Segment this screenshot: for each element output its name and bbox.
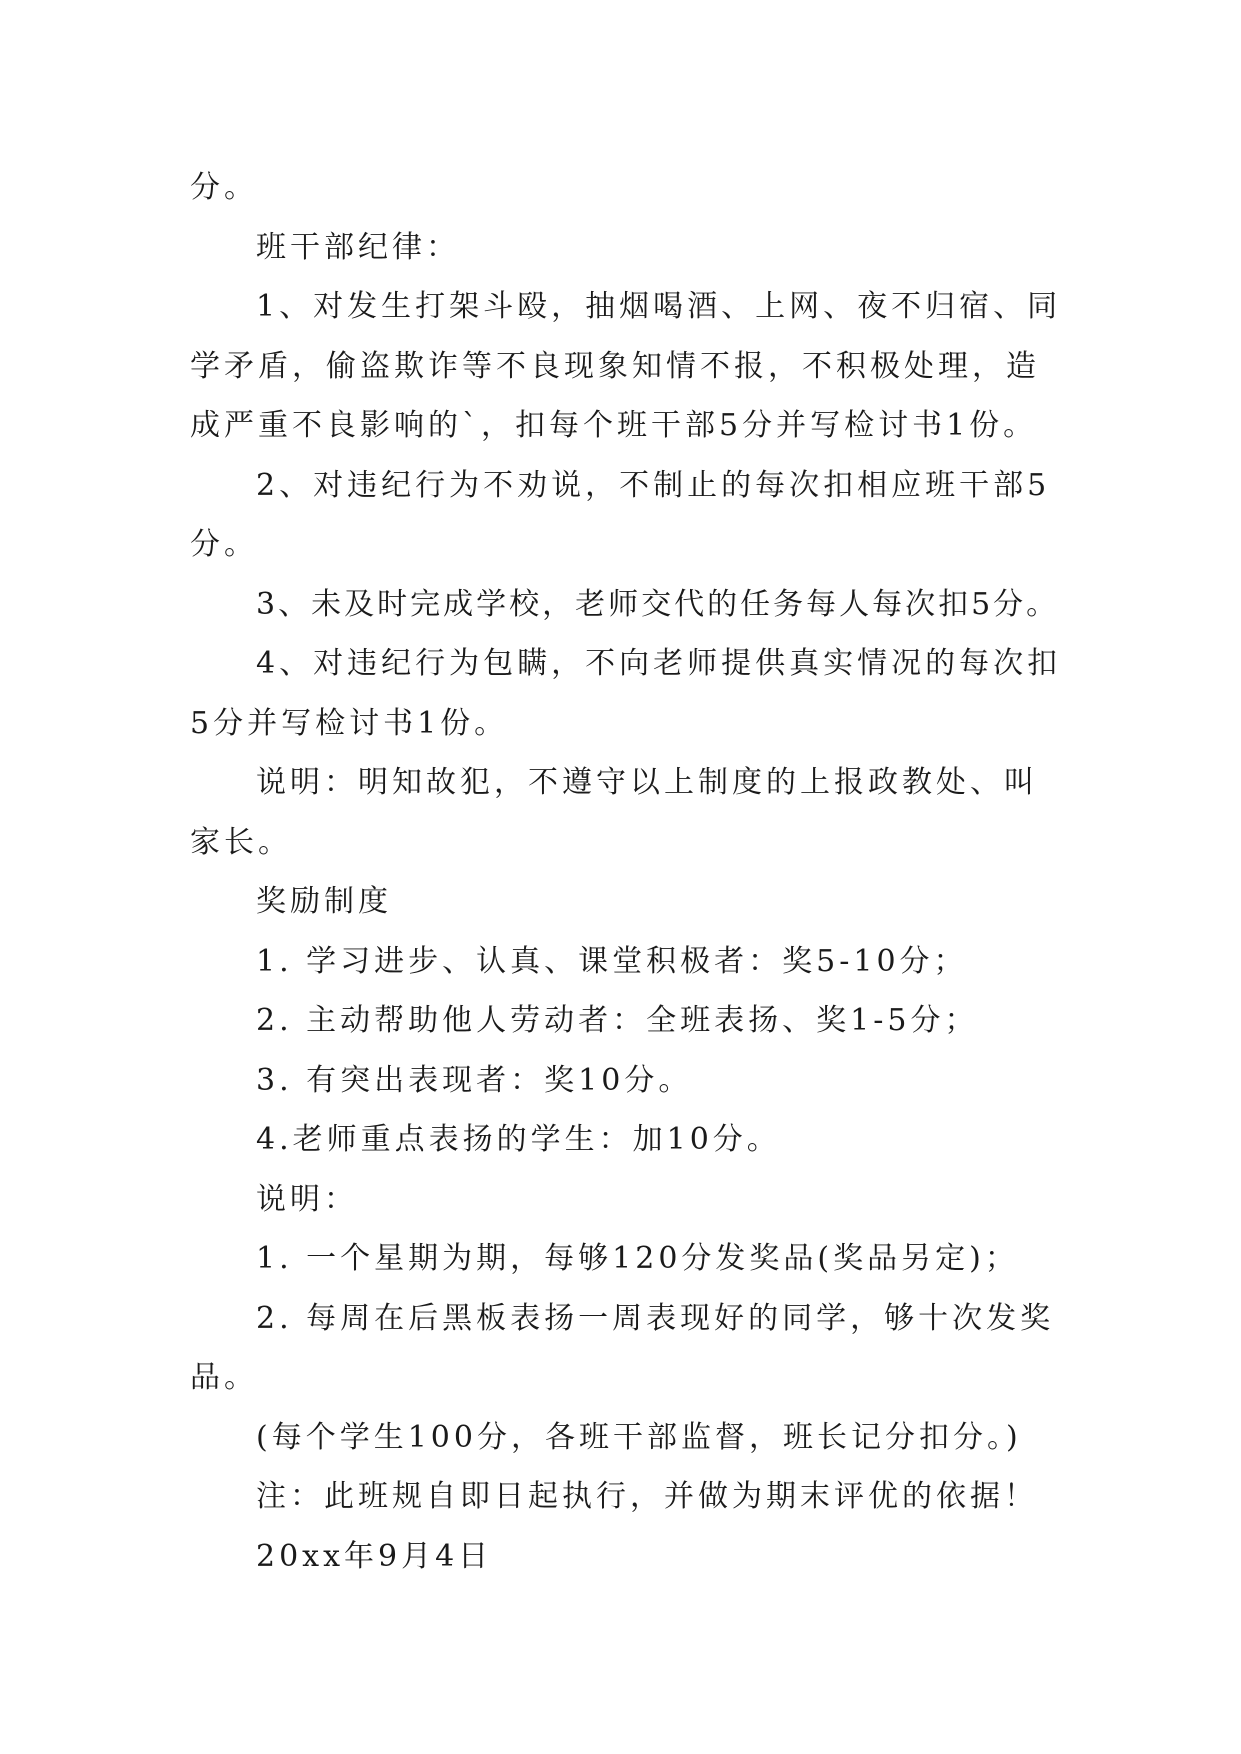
explanation-item-2: 2. 每周在后黑板表扬一周表现好的同学，够十次发奖品。 [190, 1300, 1055, 1395]
rule-item-4: 4、对违纪行为包瞒，不向老师提供真实情况的每次扣5分并写检讨书1份。 [190, 646, 1062, 741]
heading-cadre-discipline: 班干部纪律： [256, 229, 460, 265]
reward-item-1: 1. 学习进步、认真、课堂积极者：奖5-10分； [256, 943, 968, 979]
reward-item-2: 2. 主动帮助他人劳动者：全班表扬、奖1-5分； [256, 1003, 979, 1038]
score-note: (每个学生100分，各班干部监督，班长记分扣分。) [256, 1419, 1022, 1455]
reward-item-4: 4.老师重点表扬的学生：加10分。 [256, 1122, 781, 1157]
rule-item-1: 1、对发生打架斗殴，抽烟喝酒、上网、夜不归宿、同学矛盾，偷盗欺诈等不良现象知情不报，不积极处理，造成严重不良影响的`，扣每个班干部5分并写检讨书1份。 [190, 289, 1062, 443]
rule-item-2: 2、对违纪行为不劝说，不制止的每次扣相应班干部5分。 [190, 467, 1051, 562]
paragraph-continuation: 分。 [190, 170, 258, 205]
explanation-item-1: 1. 一个星期为期，每够120分发奖品(奖品另定)； [256, 1241, 1019, 1276]
reward-item-3: 3. 有突出表现者：奖10分。 [256, 1062, 693, 1098]
document-body [190, 158, 1070, 1586]
document-date: 20xx年9月4日 [256, 1538, 493, 1574]
heading-explanation: 说明： [256, 1181, 358, 1217]
heading-reward-system: 奖励制度 [256, 884, 392, 919]
rule-note: 说明：明知故犯，不遵守以上制度的上报政教处、叫家长。 [190, 765, 1038, 860]
rule-item-3: 3、未及时完成学校，老师交代的任务每人每次扣5分。 [256, 586, 1060, 622]
effective-note: 注：此班规自即日起执行，并做为期末评优的依据！ [256, 1479, 1038, 1514]
